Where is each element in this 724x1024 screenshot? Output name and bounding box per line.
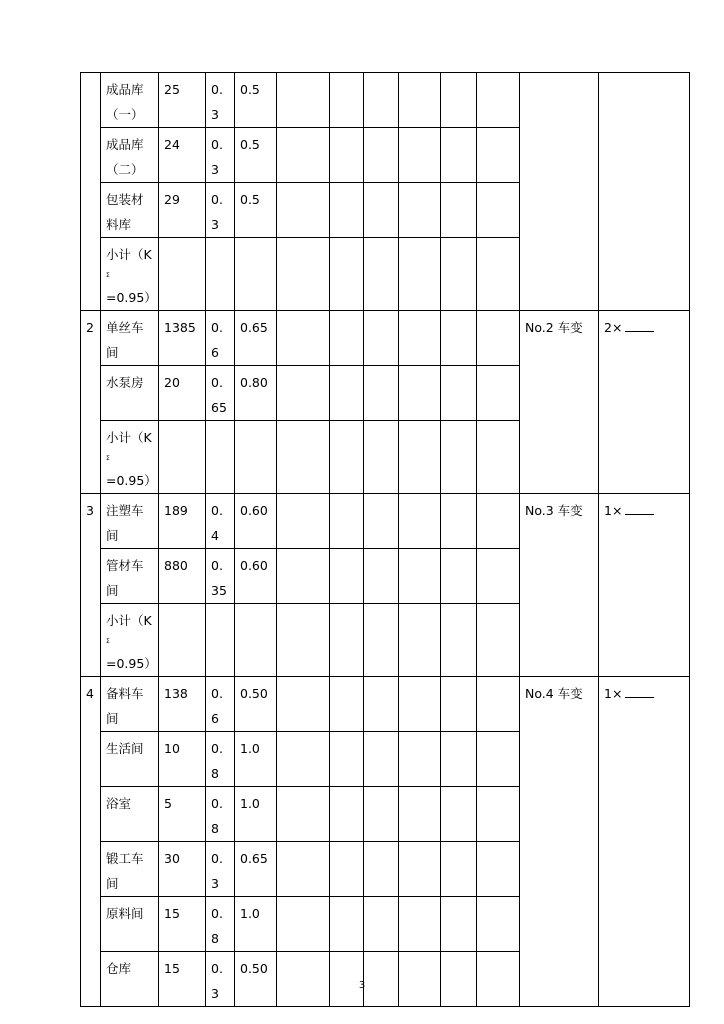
demand-factor-cell: 0.4	[206, 494, 235, 549]
empty-cell	[399, 787, 441, 842]
capacity-cell: 10	[159, 732, 206, 787]
empty-cell	[364, 897, 399, 952]
power-factor-cell: 0.60	[235, 494, 277, 549]
subtotal-label-cell	[101, 421, 159, 494]
empty-cell	[330, 604, 364, 677]
subtotal-coefficient: =0.95）	[106, 656, 157, 671]
empty-cell	[330, 732, 364, 787]
empty-cell	[277, 842, 330, 897]
empty-cell	[277, 787, 330, 842]
empty-cell	[206, 421, 235, 494]
capacity-cell: 24	[159, 128, 206, 183]
empty-cell	[277, 494, 330, 549]
empty-cell	[330, 842, 364, 897]
row-number-cell: 2	[81, 311, 101, 494]
demand-factor-cell: 0.3	[206, 128, 235, 183]
empty-cell	[364, 732, 399, 787]
load-name-cell: 水泵房	[101, 366, 159, 421]
empty-cell	[364, 73, 399, 128]
power-factor-cell: 0.5	[235, 183, 277, 238]
subtotal-label: 小计（K	[106, 430, 152, 445]
power-factor-cell: 0.65	[235, 311, 277, 366]
load-name-cell: 包装材料库	[101, 183, 159, 238]
substation-cell: No.3 车变	[520, 494, 599, 677]
transformer-count: 1×	[604, 686, 623, 701]
transformer-cell	[599, 311, 690, 494]
empty-cell	[330, 128, 364, 183]
empty-cell	[277, 677, 330, 732]
empty-cell	[477, 73, 520, 128]
empty-cell	[399, 604, 441, 677]
empty-cell	[277, 952, 330, 1007]
empty-cell	[277, 311, 330, 366]
empty-cell	[477, 897, 520, 952]
capacity-cell: 30	[159, 842, 206, 897]
demand-factor-cell: 0.8	[206, 787, 235, 842]
substation-cell: No.2 车变	[520, 311, 599, 494]
subtotal-subscript: Σ	[106, 638, 110, 645]
subtotal-label-cell	[101, 604, 159, 677]
subtotal-coefficient: =0.95）	[106, 290, 157, 305]
empty-cell	[399, 549, 441, 604]
substation-cell: No.4 车变	[520, 677, 599, 1007]
empty-cell	[441, 549, 477, 604]
table-row	[81, 494, 690, 549]
empty-cell	[399, 897, 441, 952]
empty-cell	[399, 128, 441, 183]
demand-factor-cell: 0.65	[206, 366, 235, 421]
empty-cell	[364, 421, 399, 494]
empty-cell	[330, 238, 364, 311]
empty-cell	[441, 128, 477, 183]
load-name-cell: 原料间	[101, 897, 159, 952]
empty-cell	[159, 604, 206, 677]
empty-cell	[277, 183, 330, 238]
empty-cell	[441, 366, 477, 421]
empty-cell	[441, 897, 477, 952]
empty-cell	[330, 549, 364, 604]
empty-cell	[277, 128, 330, 183]
empty-cell	[399, 494, 441, 549]
empty-cell	[159, 421, 206, 494]
empty-cell	[399, 677, 441, 732]
table-row	[81, 311, 690, 366]
empty-cell	[477, 604, 520, 677]
capacity-cell: 1385	[159, 311, 206, 366]
empty-cell	[477, 549, 520, 604]
load-name-cell: 成品库（一）	[101, 73, 159, 128]
transformer-cell	[599, 494, 690, 677]
page-number: 3	[358, 980, 366, 991]
demand-factor-cell: 0.3	[206, 183, 235, 238]
empty-cell	[364, 604, 399, 677]
empty-cell	[330, 421, 364, 494]
load-name-cell: 管材车间	[101, 549, 159, 604]
load-name-cell: 仓库	[101, 952, 159, 1007]
capacity-cell: 138	[159, 677, 206, 732]
empty-cell	[364, 842, 399, 897]
empty-cell	[235, 421, 277, 494]
empty-cell	[399, 952, 441, 1007]
demand-factor-cell: 0.8	[206, 897, 235, 952]
capacity-cell: 5	[159, 787, 206, 842]
subtotal-label-cell	[101, 238, 159, 311]
table-row	[81, 73, 690, 128]
power-factor-cell: 0.50	[235, 677, 277, 732]
capacity-cell: 20	[159, 366, 206, 421]
empty-cell	[441, 842, 477, 897]
subtotal-subscript: Σ	[106, 272, 110, 279]
empty-cell	[441, 732, 477, 787]
load-calculation-table	[80, 72, 690, 1007]
empty-cell	[364, 366, 399, 421]
empty-cell	[330, 311, 364, 366]
transformer-count: 2×	[604, 320, 623, 335]
load-name-cell: 锻工车间	[101, 842, 159, 897]
power-factor-cell: 0.60	[235, 549, 277, 604]
table-row	[81, 677, 690, 732]
demand-factor-cell: 0.8	[206, 732, 235, 787]
empty-cell	[364, 787, 399, 842]
power-factor-cell: 1.0	[235, 732, 277, 787]
demand-factor-cell: 0.6	[206, 677, 235, 732]
fill-in-blank	[625, 504, 654, 515]
empty-cell	[441, 421, 477, 494]
capacity-cell: 29	[159, 183, 206, 238]
empty-cell	[364, 494, 399, 549]
power-factor-cell: 0.80	[235, 366, 277, 421]
empty-cell	[277, 732, 330, 787]
empty-cell	[399, 421, 441, 494]
empty-cell	[477, 677, 520, 732]
empty-cell	[477, 787, 520, 842]
empty-cell	[399, 732, 441, 787]
empty-cell	[399, 183, 441, 238]
empty-cell	[277, 897, 330, 952]
empty-cell	[399, 366, 441, 421]
empty-cell	[330, 494, 364, 549]
fill-in-blank	[625, 321, 654, 332]
empty-cell	[277, 549, 330, 604]
empty-cell	[330, 366, 364, 421]
empty-cell	[399, 842, 441, 897]
empty-cell	[441, 73, 477, 128]
empty-cell	[477, 732, 520, 787]
empty-cell	[364, 952, 399, 1007]
empty-cell	[441, 238, 477, 311]
fill-in-blank	[625, 687, 654, 698]
empty-cell	[235, 238, 277, 311]
empty-cell	[364, 311, 399, 366]
power-factor-cell: 1.0	[235, 787, 277, 842]
empty-cell	[477, 421, 520, 494]
subtotal-coefficient: =0.95）	[106, 473, 157, 488]
load-name-cell: 备料车间	[101, 677, 159, 732]
subtotal-subscript: Σ	[106, 455, 110, 462]
empty-cell	[364, 238, 399, 311]
demand-factor-cell: 0.6	[206, 311, 235, 366]
capacity-cell: 25	[159, 73, 206, 128]
empty-cell	[441, 677, 477, 732]
empty-cell	[477, 183, 520, 238]
capacity-cell: 15	[159, 952, 206, 1007]
empty-cell	[477, 366, 520, 421]
empty-cell	[441, 311, 477, 366]
empty-cell	[330, 73, 364, 128]
empty-cell	[330, 677, 364, 732]
empty-cell	[277, 238, 330, 311]
empty-cell	[399, 311, 441, 366]
empty-cell	[399, 238, 441, 311]
empty-cell	[364, 183, 399, 238]
empty-cell	[206, 604, 235, 677]
row-number-cell: 3	[81, 494, 101, 677]
capacity-cell: 880	[159, 549, 206, 604]
empty-cell	[159, 238, 206, 311]
empty-cell	[235, 604, 277, 677]
subtotal-label: 小计（K	[106, 247, 152, 262]
empty-cell	[364, 128, 399, 183]
demand-factor-cell: 0.35	[206, 549, 235, 604]
empty-cell	[441, 604, 477, 677]
empty-cell	[330, 787, 364, 842]
capacity-cell: 15	[159, 897, 206, 952]
load-name-cell: 生活间	[101, 732, 159, 787]
empty-cell	[277, 366, 330, 421]
transformer-cell	[599, 73, 690, 311]
empty-cell	[441, 183, 477, 238]
empty-cell	[277, 421, 330, 494]
load-name-cell: 成品库（二）	[101, 128, 159, 183]
power-factor-cell: 0.50	[235, 952, 277, 1007]
empty-cell	[277, 73, 330, 128]
empty-cell	[477, 128, 520, 183]
row-number-cell: 4	[81, 677, 101, 1007]
empty-cell	[477, 952, 520, 1007]
empty-cell	[441, 787, 477, 842]
transformer-cell	[599, 677, 690, 1007]
row-number-cell	[81, 73, 101, 311]
load-name-cell: 注塑车间	[101, 494, 159, 549]
empty-cell	[206, 238, 235, 311]
empty-cell	[330, 183, 364, 238]
empty-cell	[441, 494, 477, 549]
demand-factor-cell: 0.3	[206, 842, 235, 897]
empty-cell	[330, 952, 364, 1007]
empty-cell	[477, 311, 520, 366]
empty-cell	[330, 897, 364, 952]
empty-cell	[477, 842, 520, 897]
empty-cell	[441, 952, 477, 1007]
empty-cell	[364, 549, 399, 604]
empty-cell	[477, 238, 520, 311]
empty-cell	[477, 494, 520, 549]
demand-factor-cell: 0.3	[206, 952, 235, 1007]
load-name-cell: 单丝车间	[101, 311, 159, 366]
empty-cell	[277, 604, 330, 677]
demand-factor-cell: 0.3	[206, 73, 235, 128]
transformer-count: 1×	[604, 503, 623, 518]
power-factor-cell: 0.5	[235, 128, 277, 183]
load-name-cell: 浴室	[101, 787, 159, 842]
capacity-cell: 189	[159, 494, 206, 549]
empty-cell	[399, 73, 441, 128]
empty-cell	[364, 677, 399, 732]
power-factor-cell: 0.5	[235, 73, 277, 128]
subtotal-label: 小计（K	[106, 613, 152, 628]
substation-cell	[520, 73, 599, 311]
power-factor-cell: 1.0	[235, 897, 277, 952]
power-factor-cell: 0.65	[235, 842, 277, 897]
